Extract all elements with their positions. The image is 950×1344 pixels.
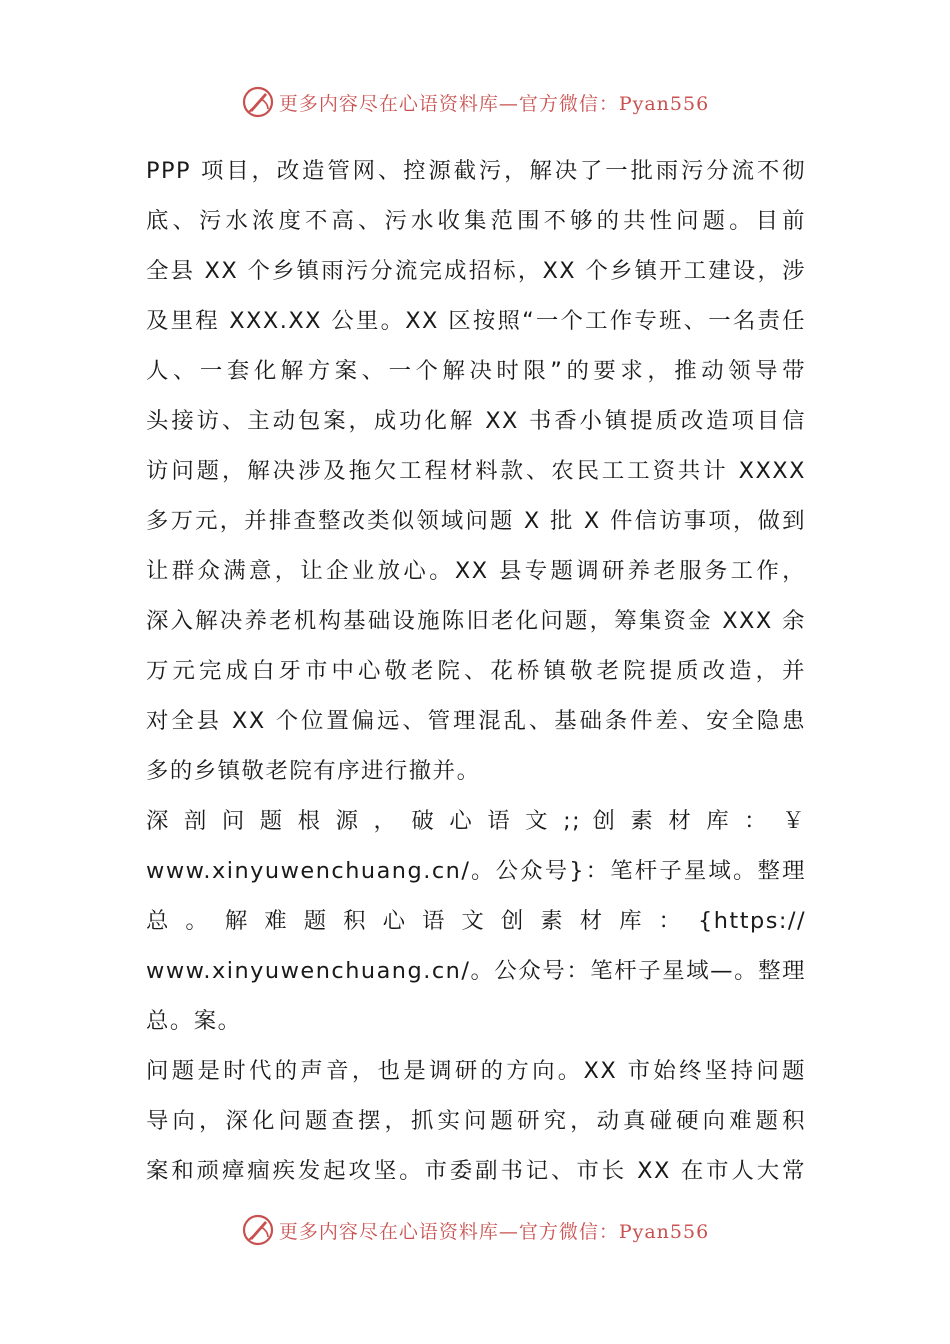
body-line: 人、一套化解方案、一个解决时限”的要求，推动领导带 bbox=[146, 358, 806, 384]
document-body bbox=[146, 146, 806, 1196]
body-line: www.xinyuwenchuang.cn/。公众号：笔杆子星域—。整理 bbox=[146, 958, 806, 984]
body-line: 深入解决养老机构基础设施陈旧老化问题，筹集资金 XXX 余 bbox=[146, 608, 806, 634]
footer-banner-text: 更多内容尽在心语资料库—官方微信：Pyan556 bbox=[278, 1220, 710, 1243]
body-line: 全县 XX 个乡镇雨污分流完成招标，XX 个乡镇开工建设，涉 bbox=[146, 258, 806, 284]
body-line: 导向，深化问题查摆，抓实问题研究，动真碰硬向难题积 bbox=[146, 1108, 806, 1134]
body-line: 多万元，并排查整改类似领域问题 X 批 X 件信访事项，做到 bbox=[146, 508, 806, 534]
body-line: 总 。 解 难 题 积 心 语 文 创 素 材 库 ： {https:// bbox=[146, 908, 806, 934]
body-line: 访问题，解决涉及拖欠工程材料款、农民工工资共计 XXXX bbox=[146, 458, 806, 484]
body-line: 多的乡镇敬老院有序进行撤并。 bbox=[146, 758, 481, 784]
body-line: PPP 项目，改造管网、控源截污，解决了一批雨污分流不彻 bbox=[146, 158, 806, 184]
quill-pen-logo-icon bbox=[241, 85, 275, 119]
body-line: 总。案。 bbox=[146, 1008, 242, 1034]
body-line: 对全县 XX 个位置偏远、管理混乱、基础条件差、安全隐患 bbox=[146, 708, 806, 734]
quill-pen-logo-icon bbox=[241, 1213, 275, 1247]
body-line: 头接访、主动包案，成功化解 XX 书香小镇提质改造项目信 bbox=[146, 408, 806, 434]
body-line: 案和顽瘴痼疾发起攻坚。市委副书记、市长 XX 在市人大常 bbox=[146, 1158, 806, 1184]
footer-banner bbox=[0, 1210, 950, 1250]
body-line: 问题是时代的声音，也是调研的方向。XX 市始终坚持问题 bbox=[146, 1058, 806, 1084]
body-line: 万元完成白牙市中心敬老院、花桥镇敬老院提质改造，并 bbox=[146, 658, 806, 684]
body-line: 深 剖 问 题 根 源 ， 破 心 语 文 ;; 创 素 材 库 ： ￥ bbox=[146, 808, 806, 834]
body-line: 及里程 XXX.XX 公里。XX 区按照“一个工作专班、一名责任 bbox=[146, 308, 806, 334]
header-banner-text: 更多内容尽在心语资料库—官方微信：Pyan556 bbox=[278, 92, 710, 115]
header-banner bbox=[0, 82, 950, 122]
body-line: www.xinyuwenchuang.cn/。公众号}：笔杆子星域。整理 bbox=[146, 858, 806, 884]
body-line: 让群众满意，让企业放心。XX 县专题调研养老服务工作， bbox=[146, 558, 806, 584]
body-line: 底、污水浓度不高、污水收集范围不够的共性问题。目前 bbox=[146, 208, 806, 234]
